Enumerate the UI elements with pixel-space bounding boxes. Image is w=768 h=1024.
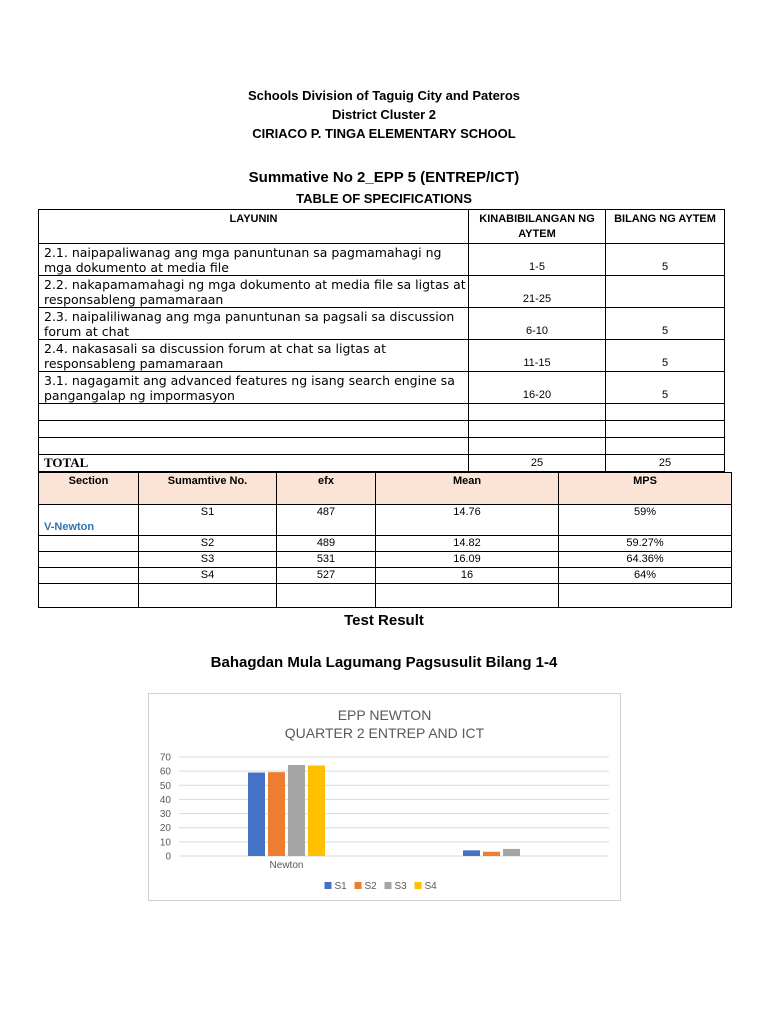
y-tick-label: 20 <box>159 823 171 835</box>
results-mean: 16.09 <box>376 552 559 568</box>
legend-swatch <box>385 882 392 889</box>
legend-label: S3 <box>394 881 407 892</box>
specifications-table <box>38 209 725 472</box>
spec-total-label: TOTAL <box>39 455 469 472</box>
spec-row <box>39 276 725 308</box>
spec-items: 11-15 <box>469 340 606 372</box>
bar-s1 <box>463 850 480 856</box>
y-tick-label: 30 <box>159 809 171 821</box>
bar-s2 <box>268 772 285 856</box>
results-efx: 527 <box>277 568 376 584</box>
results-mps: 64% <box>559 568 732 584</box>
results-header-section: Section <box>39 473 139 505</box>
results-mps: 64.36% <box>559 552 732 568</box>
spec-count: 5 <box>606 308 725 340</box>
results-row <box>39 505 732 536</box>
results-mps: 59.27% <box>559 536 732 552</box>
results-efx: 489 <box>277 536 376 552</box>
chart-heading: Bahagdan Mula Lagumang Pagsusulit Bilang 1-4 <box>210 654 558 671</box>
y-tick-label: 10 <box>159 837 171 849</box>
results-mean: 14.82 <box>376 536 559 552</box>
spec-header-kinabibilangan: KINABIBILANGAN NG AYTEM <box>469 210 606 244</box>
spec-blank-row <box>39 438 725 455</box>
results-row <box>39 568 732 584</box>
results-row <box>39 536 732 552</box>
spec-count: 5 <box>606 244 725 276</box>
spec-header-layunin: LAYUNIN <box>39 210 469 244</box>
spec-count: 5 <box>606 340 725 372</box>
summative-title: Summative No 2_EPP 5 (ENTREP/ICT) <box>248 169 520 186</box>
y-tick-label: 60 <box>159 766 171 778</box>
results-summative: S3 <box>139 552 277 568</box>
chart-title: EPP NEWTON <box>337 707 432 723</box>
spec-items: 6-10 <box>469 308 606 340</box>
bar-s2 <box>483 852 500 856</box>
spec-objective: 3.1. nagagamit ang advanced features ng isang search engine sa pangangalap ng impormasyon <box>39 372 469 404</box>
legend-swatch <box>415 882 422 889</box>
test-result-title: Test Result <box>344 612 424 629</box>
results-summative: S1 <box>139 505 277 536</box>
spec-objective: 2.2. nakapamamahagi ng mga dokumento at media file sa ligtas at responsableng pamamaraan <box>39 276 469 308</box>
spec-header-row <box>39 210 725 244</box>
results-header-mean: Mean <box>376 473 559 505</box>
spec-items: 21-25 <box>469 276 606 308</box>
division-name: Schools Division of Taguig City and Pateros <box>247 88 521 103</box>
legend-label: S4 <box>424 881 437 892</box>
legend-swatch <box>325 882 332 889</box>
legend-label: S1 <box>334 881 347 892</box>
results-mean: 16 <box>376 568 559 584</box>
spec-items: 1-5 <box>469 244 606 276</box>
school-name: CIRIACO P. TINGA ELEMENTARY SCHOOL <box>252 126 516 141</box>
bar-s1 <box>248 773 265 856</box>
spec-count <box>606 276 725 308</box>
district-name: District Cluster 2 <box>331 107 437 122</box>
y-tick-label: 50 <box>159 780 171 792</box>
results-mean: 14.76 <box>376 505 559 536</box>
results-header-mps: MPS <box>559 473 732 505</box>
spec-count: 5 <box>606 372 725 404</box>
results-mps: 59% <box>559 505 732 536</box>
legend-label: S2 <box>364 881 377 892</box>
results-header-row <box>39 473 732 505</box>
chart-plot <box>149 694 620 900</box>
spec-total-row <box>39 455 725 472</box>
y-tick-label: 0 <box>165 851 171 863</box>
bar-s3 <box>503 849 520 856</box>
spec-objective: 2.4. nakasasali sa discussion forum at chat sa ligtas at responsableng pamamaraan <box>39 340 469 372</box>
bar-s4 <box>308 765 325 856</box>
spec-blank-row <box>39 404 725 421</box>
results-table <box>38 472 732 608</box>
x-tick-label: Newton <box>269 860 304 871</box>
spec-items: 16-20 <box>469 372 606 404</box>
results-efx: 531 <box>277 552 376 568</box>
results-row <box>39 552 732 568</box>
spec-total-count: 25 <box>606 455 725 472</box>
results-summative: S4 <box>139 568 277 584</box>
results-section: V-Newton <box>39 505 139 536</box>
tos-title: TABLE OF SPECIFICATIONS <box>296 191 472 206</box>
bar-s3 <box>288 765 305 856</box>
bar-chart <box>148 693 621 901</box>
spec-row <box>39 244 725 276</box>
results-header-summative: Sumamtive No. <box>139 473 277 505</box>
spec-row <box>39 340 725 372</box>
results-blank-row <box>39 584 732 608</box>
spec-row <box>39 372 725 404</box>
chart-subtitle: QUARTER 2 ENTREP AND ICT <box>284 725 485 741</box>
spec-header-bilang: BILANG NG AYTEM <box>606 210 725 244</box>
results-header-efx: efx <box>277 473 376 505</box>
spec-row <box>39 308 725 340</box>
spec-objective: 2.3. naipaliliwanag ang mga panuntunan sa pagsali sa discussion forum at chat <box>39 308 469 340</box>
y-tick-label: 70 <box>159 752 171 764</box>
spec-blank-row <box>39 421 725 438</box>
results-summative: S2 <box>139 536 277 552</box>
results-efx: 487 <box>277 505 376 536</box>
y-tick-label: 40 <box>159 794 171 806</box>
spec-total-items: 25 <box>469 455 606 472</box>
legend-swatch <box>355 882 362 889</box>
spec-objective: 2.1. naipapaliwanag ang mga panuntunan sa pagmamahagi ng mga dokumento at media file <box>39 244 469 276</box>
